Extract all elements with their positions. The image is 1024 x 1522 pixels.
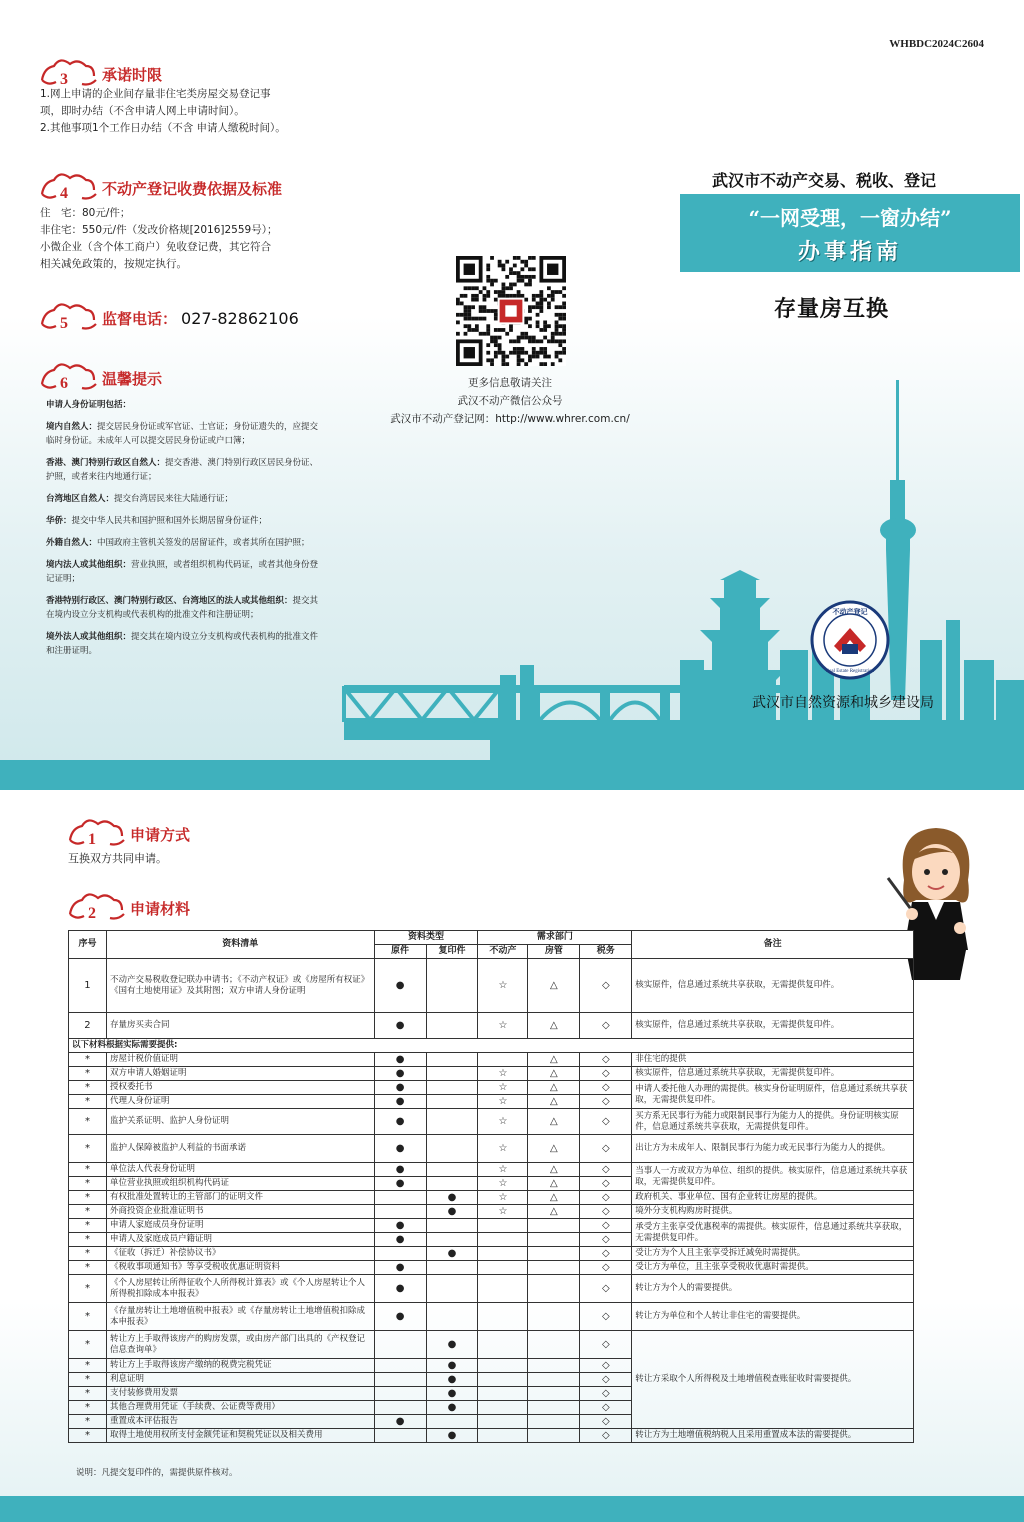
dept-fg-mark	[528, 1219, 580, 1233]
col-header-copy: 复印件	[426, 945, 478, 959]
dept-sw-mark: ◇	[580, 1233, 632, 1247]
tip-item: 台湾地区自然人：提交台湾居民来往大陆通行证；	[46, 494, 234, 504]
dept-sw-mark: ◇	[580, 1415, 632, 1429]
copy-mark	[426, 1109, 478, 1135]
doc-code: WHBDC2024C2604	[889, 38, 984, 50]
section-3-text: 1.网上申请的企业间存量非住宅类房屋交易登记事 项，即时办结（不含申请人网上申请时间）。 2.其他事项1个工作日办结（不含 申请人缴税时间）。	[40, 88, 286, 134]
table-row	[69, 1303, 914, 1331]
original-mark	[374, 1331, 426, 1359]
material-name: 代理人身份证明	[106, 1095, 374, 1109]
table-row	[69, 1067, 914, 1081]
copy-mark: ●	[426, 1429, 478, 1443]
tip-item: 香港特别行政区、澳门特别行政区、台湾地区的法人或其他组织：提交其在境内设立分支机构或代表机构的批准文件和注册证明；	[46, 596, 319, 620]
original-mark	[374, 1373, 426, 1387]
section-title: 申请方式	[130, 826, 191, 844]
table-footnote: 说明：凡提交复印件的，需提供原件核对。	[76, 1468, 238, 1478]
row-number: *	[69, 1177, 107, 1191]
dept-sw-mark: ◇	[580, 1013, 632, 1039]
original-mark: ●	[374, 1233, 426, 1247]
material-name: 支付装修费用发票	[106, 1387, 374, 1401]
dept-bdc-mark	[478, 1387, 528, 1401]
dept-sw-mark: ◇	[580, 1109, 632, 1135]
copy-mark	[426, 1053, 478, 1067]
dept-bdc-mark: ☆	[478, 1109, 528, 1135]
copy-mark	[426, 1415, 478, 1429]
table-row	[69, 1247, 914, 1261]
dept-sw-mark: ◇	[580, 1247, 632, 1261]
section-title: 申请材料	[130, 900, 191, 918]
table-row	[69, 1163, 914, 1177]
section-title	[102, 308, 299, 329]
remarks: 申请人委托他人办理的需提供。核实身份证明原件，信息通过系统共享获取，无需提供复印件。	[632, 1081, 914, 1109]
col-header-sw: 税务	[580, 945, 632, 959]
col-header-type: 资料类型	[374, 931, 478, 945]
dept-bdc-mark	[478, 1415, 528, 1429]
logo-text: Real Estate Registration	[825, 669, 875, 674]
material-name: 转让方上手取得该房产缴纳的税费完税凭证	[106, 1359, 374, 1373]
original-mark: ●	[374, 1067, 426, 1081]
dept-fg-mark: △	[528, 1053, 580, 1067]
remarks: 承受方主张享受优惠税率的需提供。核实原件，信息通过系统共享获取，无需提供复印件。	[632, 1219, 914, 1247]
original-mark: ●	[374, 1163, 426, 1177]
dept-sw-mark: ◇	[580, 1081, 632, 1095]
original-mark: ●	[374, 959, 426, 1013]
col-header-orig: 原件	[374, 945, 426, 959]
dept-fg-mark: △	[528, 1135, 580, 1163]
row-number: *	[69, 1191, 107, 1205]
dept-fg-mark	[528, 1275, 580, 1303]
copy-mark: ●	[426, 1331, 478, 1359]
col-header-dept: 需求部门	[478, 931, 632, 945]
qr-caption: 更多信息敬请关注 武汉不动产微信公众号 武汉市不动产登记网：http://www.whrer.com.cn/	[360, 374, 660, 428]
tip-item: 香港、澳门特别行政区自然人：提交香港、澳门特别行政区居民身份证、护照，或者来往内地通行证；	[46, 458, 319, 482]
dept-sw-mark: ◇	[580, 1205, 632, 1219]
col-header-bdc: 不动产	[478, 945, 528, 959]
dept-bdc-mark	[478, 1053, 528, 1067]
table-row	[69, 1275, 914, 1303]
material-name: 不动产交易税收登记联办申请书；《不动产权证》或《房屋所有权证》《国有土地使用证》及其附图；双方申请人身份证明	[106, 959, 374, 1013]
remarks: 当事人一方或双方为单位、组织的提供。核实原件，信息通过系统共享获取，无需提供复印件。	[632, 1163, 914, 1191]
remarks: 非住宅的提供	[632, 1053, 914, 1067]
dept-sw-mark: ◇	[580, 1359, 632, 1373]
remarks: 买方系无民事行为能力或限制民事行为能力人的提供。身份证明核实原件，信息通过系统共享获取，无需提供复印件。	[632, 1109, 914, 1135]
remarks: 核实原件，信息通过系统共享获取，无需提供复印件。	[632, 1067, 914, 1081]
row-number: *	[69, 1359, 107, 1373]
col-header-no: 序号	[69, 931, 107, 959]
copy-mark	[426, 1275, 478, 1303]
copy-mark	[426, 1081, 478, 1095]
material-name: 申请人及家庭成员户籍证明	[106, 1233, 374, 1247]
dept-bdc-mark: ☆	[478, 959, 528, 1013]
remarks: 转让方为个人的需要提供。	[632, 1275, 914, 1303]
material-name: 授权委托书	[106, 1081, 374, 1095]
original-mark: ●	[374, 1261, 426, 1275]
dept-bdc-mark	[478, 1331, 528, 1359]
table-row	[69, 1191, 914, 1205]
top-band	[0, 760, 1024, 790]
copy-mark	[426, 1163, 478, 1177]
website-link[interactable]: 武汉市不动产登记网：http://www.whrer.com.cn/	[390, 413, 630, 425]
row-number: *	[69, 1053, 107, 1067]
dept-fg-mark: △	[528, 1205, 580, 1219]
dept-bdc-mark	[478, 1233, 528, 1247]
material-name: 监护关系证明、监护人身份证明	[106, 1109, 374, 1135]
table-row	[69, 1135, 914, 1163]
row-number: 1	[69, 959, 107, 1013]
section-number-badge-icon	[38, 172, 98, 202]
section-number: 4	[60, 185, 68, 202]
dept-fg-mark: △	[528, 1163, 580, 1177]
table-row	[69, 1205, 914, 1219]
section-number-badge-icon	[66, 892, 126, 922]
remarks: 受让方为单位，且主张享受税收优惠时需提供。	[632, 1261, 914, 1275]
tip-item: 境内自然人：提交居民身份证或军官证、士官证；身份证遗失的，应提交临时身份证。未成年人可以提交居民身份证或户口簿；	[46, 422, 319, 446]
row-number: *	[69, 1081, 107, 1095]
tip-item: 境内法人或其他组织：营业执照，或者组织机构代码证，或者其他身份登记证明；	[46, 560, 319, 584]
row-number: *	[69, 1135, 107, 1163]
material-name: 单位营业执照或组织机构代码证	[106, 1177, 374, 1191]
copy-mark: ●	[426, 1387, 478, 1401]
dept-sw-mark: ◇	[580, 1331, 632, 1359]
table-subheader-row	[69, 1039, 914, 1053]
dept-bdc-mark: ☆	[478, 1013, 528, 1039]
logo-text: 不动产登记	[832, 608, 868, 616]
copy-mark	[426, 1233, 478, 1247]
remarks: 核实原件，信息通过系统共享获取，无需提供复印件。	[632, 959, 914, 1013]
section-4-text: 住 宅：80元/件； 非住宅：550元/件（发改价格规[2016]2559号）； 小微企业（含个体工商户）免收登记费，其它符合 相关减免政策的，按规定执行。	[40, 207, 278, 270]
copy-mark: ●	[426, 1247, 478, 1261]
dept-sw-mark: ◇	[580, 1401, 632, 1415]
dept-bdc-mark: ☆	[478, 1205, 528, 1219]
section-number: 1	[88, 831, 96, 848]
row-number: *	[69, 1247, 107, 1261]
dept-bdc-mark	[478, 1401, 528, 1415]
original-mark: ●	[374, 1135, 426, 1163]
dept-sw-mark: ◇	[580, 1429, 632, 1443]
copy-mark	[426, 1303, 478, 1331]
dept-sw-mark: ◇	[580, 1219, 632, 1233]
row-number: *	[69, 1261, 107, 1275]
material-name: 双方申请人婚姻证明	[106, 1067, 374, 1081]
dept-sw-mark: ◇	[580, 1275, 632, 1303]
material-name: 利息证明	[106, 1373, 374, 1387]
material-name: 申请人家庭成员身份证明	[106, 1219, 374, 1233]
dept-bdc-mark	[478, 1373, 528, 1387]
section-number: 2	[88, 905, 96, 922]
issuing-bureau: 武汉市自然资源和城乡建设局	[752, 695, 934, 711]
material-name: 《税收事项通知书》等享受税收优惠证明资料	[106, 1261, 374, 1275]
dept-sw-mark: ◇	[580, 1191, 632, 1205]
copy-mark	[426, 1177, 478, 1191]
dept-sw-mark: ◇	[580, 1067, 632, 1081]
remarks: 出让方为未成年人、限制民事行为能力或无民事行为能力人的提供。	[632, 1135, 914, 1163]
row-number: *	[69, 1331, 107, 1359]
dept-bdc-mark: ☆	[478, 1095, 528, 1109]
material-name: 《个人房屋转让所得征收个人所得税计算表》或《个人房屋转让个人所得税扣除成本申报表》	[106, 1275, 374, 1303]
dept-fg-mark	[528, 1373, 580, 1387]
original-mark: ●	[374, 1177, 426, 1191]
dept-bdc-mark	[478, 1359, 528, 1373]
row-number: *	[69, 1095, 107, 1109]
section-number: 5	[60, 315, 68, 332]
dept-bdc-mark	[478, 1261, 528, 1275]
dept-fg-mark: △	[528, 1177, 580, 1191]
section-title: 承诺时限	[102, 66, 163, 84]
real-estate-registration-logo-icon	[812, 602, 888, 678]
row-number: *	[69, 1067, 107, 1081]
original-mark	[374, 1247, 426, 1261]
material-name: 《存量房转让土地增值税申报表》或《存量房转让土地增值税扣除成本申报表》	[106, 1303, 374, 1331]
material-name: 有权批准处置转让的主管部门的证明文件	[106, 1191, 374, 1205]
dept-fg-mark: △	[528, 1081, 580, 1095]
original-mark: ●	[374, 1109, 426, 1135]
dept-bdc-mark	[478, 1247, 528, 1261]
dept-fg-mark	[528, 1247, 580, 1261]
row-number: *	[69, 1109, 107, 1135]
copy-mark	[426, 1219, 478, 1233]
original-mark: ●	[374, 1053, 426, 1067]
original-mark	[374, 1359, 426, 1373]
tip-item: 华侨：提交中华人民共和国护照和国外长期居留身份证件；	[46, 516, 268, 526]
dept-fg-mark	[528, 1387, 580, 1401]
copy-mark: ●	[426, 1401, 478, 1415]
table-row	[69, 1013, 914, 1039]
dept-sw-mark: ◇	[580, 1163, 632, 1177]
brand-heading: 武汉市不动产交易、税收、登记	[712, 171, 937, 190]
material-name: 存量房买卖合同	[106, 1013, 374, 1039]
original-mark	[374, 1401, 426, 1415]
material-name: 重置成本评估报告	[106, 1415, 374, 1429]
dept-fg-mark: △	[528, 959, 580, 1013]
tip-item: 申请人身份证明包括：	[46, 400, 132, 410]
table-row	[69, 1219, 914, 1233]
guide-label: 办事指南	[797, 240, 902, 265]
table-row	[69, 1261, 914, 1275]
material-name: 单位法人代表身份证明	[106, 1163, 374, 1177]
table-row	[69, 1109, 914, 1135]
section-number-badge-icon	[38, 302, 98, 332]
material-name: 监护人保障被监护人利益的书面承诺	[106, 1135, 374, 1163]
dept-bdc-mark: ☆	[478, 1135, 528, 1163]
col-header-note: 备注	[632, 931, 914, 959]
copy-mark	[426, 1261, 478, 1275]
col-header-list: 资料清单	[106, 931, 374, 959]
original-mark: ●	[374, 1303, 426, 1331]
original-mark: ●	[374, 1013, 426, 1039]
dept-fg-mark: △	[528, 1095, 580, 1109]
row-number: *	[69, 1401, 107, 1415]
original-mark	[374, 1429, 426, 1443]
dept-bdc-mark: ☆	[478, 1067, 528, 1081]
section-number: 6	[60, 375, 68, 392]
material-name: 转让方上手取得该房产的购房发票，或由房产部门出具的《产权登记信息查询单》	[106, 1331, 374, 1359]
slogan: “一网受理，一窗办结”	[748, 206, 952, 230]
dept-bdc-mark	[478, 1429, 528, 1443]
row-number: *	[69, 1415, 107, 1429]
optional-materials-label: 以下材料根据实际需要提供:	[69, 1039, 914, 1053]
remarks: 政府机关、事业单位、国有企业转让房屋的提供。	[632, 1191, 914, 1205]
section-number: 3	[60, 71, 68, 88]
remarks: 核实原件，信息通过系统共享获取，无需提供复印件。	[632, 1013, 914, 1039]
material-name: 取得土地使用权所支付金额凭证和契税凭证以及相关费用	[106, 1429, 374, 1443]
row-number: *	[69, 1163, 107, 1177]
remarks: 转让方为土地增值税纳税人且采用重置成本法的需要提供。	[632, 1429, 914, 1443]
row-number: *	[69, 1373, 107, 1387]
remarks: 转让方为单位和个人转让非住宅的需要提供。	[632, 1303, 914, 1331]
original-mark: ●	[374, 1275, 426, 1303]
table-row	[69, 1429, 914, 1443]
row-number: *	[69, 1429, 107, 1443]
table-row	[69, 959, 914, 1013]
col-header-fg: 房管	[528, 945, 580, 959]
section-number-badge-icon	[66, 818, 126, 848]
row-number: *	[69, 1205, 107, 1219]
dept-sw-mark: ◇	[580, 1303, 632, 1331]
dept-fg-mark: △	[528, 1109, 580, 1135]
copy-mark	[426, 1013, 478, 1039]
dept-sw-mark: ◇	[580, 959, 632, 1013]
dept-bdc-mark	[478, 1219, 528, 1233]
dept-bdc-mark: ☆	[478, 1163, 528, 1177]
supervision-phone: 027-82862106	[181, 309, 299, 328]
section-title: 不动产登记收费依据及标准	[102, 180, 283, 198]
copy-mark: ●	[426, 1191, 478, 1205]
dept-fg-mark	[528, 1233, 580, 1247]
copy-mark: ●	[426, 1205, 478, 1219]
dept-fg-mark	[528, 1401, 580, 1415]
original-mark	[374, 1205, 426, 1219]
original-mark: ●	[374, 1095, 426, 1109]
material-name: 房屋计税价值证明	[106, 1053, 374, 1067]
page-title: 存量房互换	[774, 297, 890, 322]
dept-fg-mark: △	[528, 1067, 580, 1081]
section-title: 温馨提示	[102, 370, 163, 388]
material-name: 《征收（拆迁）补偿协议书》	[106, 1247, 374, 1261]
dept-fg-mark: △	[528, 1191, 580, 1205]
copy-mark	[426, 1135, 478, 1163]
tip-item: 外籍自然人：中国政府主管机关签发的居留证件，或者其所在国护照；	[46, 538, 310, 548]
remarks: 转让方采取个人所得税及土地增值税查账征收时需要提供。	[632, 1331, 914, 1429]
table-row	[69, 1053, 914, 1067]
row-number: *	[69, 1387, 107, 1401]
remarks: 受让方为个人且主张享受拆迁减免时需提供。	[632, 1247, 914, 1261]
row-number: *	[69, 1233, 107, 1247]
dept-sw-mark: ◇	[580, 1387, 632, 1401]
table-row	[69, 1331, 914, 1359]
copy-mark: ●	[426, 1373, 478, 1387]
table-row	[69, 1081, 914, 1095]
section-1-text: 互换双方共同申请。	[68, 852, 167, 865]
dept-fg-mark: △	[528, 1013, 580, 1039]
original-mark: ●	[374, 1415, 426, 1429]
material-name: 外商投资企业批准证明书	[106, 1205, 374, 1219]
dept-bdc-mark: ☆	[478, 1081, 528, 1095]
dept-fg-mark	[528, 1261, 580, 1275]
dept-fg-mark	[528, 1415, 580, 1429]
dept-sw-mark: ◇	[580, 1135, 632, 1163]
remarks: 境外分支机构购房时提供。	[632, 1205, 914, 1219]
original-mark	[374, 1387, 426, 1401]
material-name: 其他合理费用凭证（手续费、公证费等费用）	[106, 1401, 374, 1415]
copy-mark	[426, 1067, 478, 1081]
dept-bdc-mark	[478, 1275, 528, 1303]
bottom-band	[0, 1496, 1024, 1522]
tip-item: 境外法人或其他组织：提交其在境内设立分支机构或代表机构的批准文件和注册证明。	[46, 632, 319, 656]
qr-code-icon[interactable]	[456, 256, 566, 366]
row-number: *	[69, 1275, 107, 1303]
materials-table	[68, 930, 914, 1443]
original-mark: ●	[374, 1081, 426, 1095]
section-number-badge-icon	[38, 58, 98, 88]
row-number: *	[69, 1219, 107, 1233]
original-mark: ●	[374, 1219, 426, 1233]
copy-mark	[426, 959, 478, 1013]
supervision-label: 监督电话：	[102, 310, 178, 328]
dept-fg-mark	[528, 1359, 580, 1373]
dept-sw-mark: ◇	[580, 1177, 632, 1191]
slogan-banner	[680, 194, 1020, 272]
dept-fg-mark	[528, 1429, 580, 1443]
row-number: 2	[69, 1013, 107, 1039]
row-number: *	[69, 1303, 107, 1331]
copy-mark	[426, 1095, 478, 1109]
dept-bdc-mark: ☆	[478, 1191, 528, 1205]
dept-bdc-mark	[478, 1303, 528, 1331]
dept-sw-mark: ◇	[580, 1095, 632, 1109]
dept-sw-mark: ◇	[580, 1261, 632, 1275]
dept-fg-mark	[528, 1303, 580, 1331]
dept-fg-mark	[528, 1331, 580, 1359]
dept-sw-mark: ◇	[580, 1053, 632, 1067]
dept-sw-mark: ◇	[580, 1373, 632, 1387]
original-mark	[374, 1191, 426, 1205]
dept-bdc-mark: ☆	[478, 1177, 528, 1191]
copy-mark: ●	[426, 1359, 478, 1373]
